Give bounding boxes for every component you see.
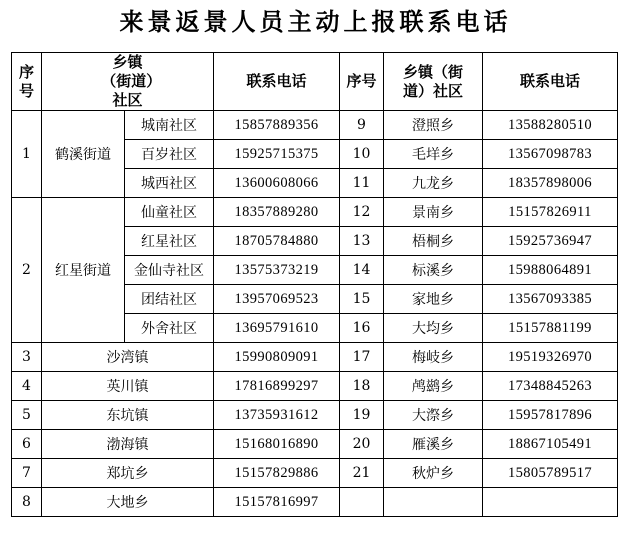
seq-cell: 18 xyxy=(340,372,384,401)
phone-cell: 15157829886 xyxy=(214,459,340,488)
phone-cell: 13695791610 xyxy=(214,314,340,343)
community-cell: 金仙寺社区 xyxy=(125,256,214,285)
town-cell: 家地乡 xyxy=(384,285,483,314)
table-row xyxy=(12,343,618,372)
seq-cell: 19 xyxy=(340,401,384,430)
phone-cell: 18357889280 xyxy=(214,198,340,227)
phone-cell: 13957069523 xyxy=(214,285,340,314)
header-town-2: 乡镇（街道）社区 xyxy=(384,53,483,111)
table-row xyxy=(12,111,618,140)
town-cell: 雁溪乡 xyxy=(384,430,483,459)
town-cell: 渤海镇 xyxy=(42,430,214,459)
seq-cell: 9 xyxy=(340,111,384,140)
group-seq-cell: 2 xyxy=(12,198,42,343)
community-cell: 城南社区 xyxy=(125,111,214,140)
seq-cell: 3 xyxy=(12,343,42,372)
empty-cell xyxy=(340,488,384,517)
community-cell: 外舍社区 xyxy=(125,314,214,343)
seq-cell: 17 xyxy=(340,343,384,372)
seq-cell: 13 xyxy=(340,227,384,256)
empty-cell xyxy=(384,488,483,517)
community-cell: 团结社区 xyxy=(125,285,214,314)
phone-cell: 15925715375 xyxy=(214,140,340,169)
phone-cell: 13567098783 xyxy=(483,140,618,169)
table-row xyxy=(12,198,618,227)
header-seq: 序号 xyxy=(12,53,42,111)
phone-cell: 13588280510 xyxy=(483,111,618,140)
town-cell: 英川镇 xyxy=(42,372,214,401)
phone-cell: 15157826911 xyxy=(483,198,618,227)
seq-cell: 21 xyxy=(340,459,384,488)
phone-cell: 17816899297 xyxy=(214,372,340,401)
table-row xyxy=(12,488,618,517)
town-cell: 梅岐乡 xyxy=(384,343,483,372)
community-cell: 红星社区 xyxy=(125,227,214,256)
town-cell: 大漈乡 xyxy=(384,401,483,430)
town-cell: 大地乡 xyxy=(42,488,214,517)
seq-cell: 20 xyxy=(340,430,384,459)
town-cell: 澄照乡 xyxy=(384,111,483,140)
group-seq-cell: 1 xyxy=(12,111,42,198)
header-phone-2: 联系电话 xyxy=(483,53,618,111)
phone-cell: 15805789517 xyxy=(483,459,618,488)
phone-cell: 15168016890 xyxy=(214,430,340,459)
table-row xyxy=(12,401,618,430)
community-cell: 城西社区 xyxy=(125,169,214,198)
town-cell: 梧桐乡 xyxy=(384,227,483,256)
town-cell: 景南乡 xyxy=(384,198,483,227)
phone-cell: 13575373219 xyxy=(214,256,340,285)
phone-cell: 15857889356 xyxy=(214,111,340,140)
phone-cell: 13600608066 xyxy=(214,169,340,198)
header-town: 乡镇（街道）社区 xyxy=(42,53,214,111)
table-row xyxy=(12,372,618,401)
seq-cell: 7 xyxy=(12,459,42,488)
phone-cell: 15990809091 xyxy=(214,343,340,372)
phone-cell: 17348845263 xyxy=(483,372,618,401)
town-cell: 标溪乡 xyxy=(384,256,483,285)
phone-cell: 15988064891 xyxy=(483,256,618,285)
community-cell: 百岁社区 xyxy=(125,140,214,169)
phone-cell: 18867105491 xyxy=(483,430,618,459)
header-seq-2: 序号 xyxy=(340,53,384,111)
group-name-cell: 鹤溪街道 xyxy=(42,111,125,198)
group-name-cell: 红星街道 xyxy=(42,198,125,343)
phone-cell: 15957817896 xyxy=(483,401,618,430)
seq-cell: 14 xyxy=(340,256,384,285)
town-cell: 沙湾镇 xyxy=(42,343,214,372)
seq-cell: 16 xyxy=(340,314,384,343)
seq-cell: 11 xyxy=(340,169,384,198)
phone-cell: 15925736947 xyxy=(483,227,618,256)
contact-table xyxy=(11,52,618,517)
table-row xyxy=(12,459,618,488)
table-row xyxy=(12,430,618,459)
town-cell: 郑坑乡 xyxy=(42,459,214,488)
page-title: 来景返景人员主动上报联系电话 xyxy=(119,8,512,36)
town-cell: 大均乡 xyxy=(384,314,483,343)
phone-cell: 15157881199 xyxy=(483,314,618,343)
phone-cell: 13567093385 xyxy=(483,285,618,314)
seq-cell: 10 xyxy=(340,140,384,169)
phone-cell: 15157816997 xyxy=(214,488,340,517)
phone-cell: 13735931612 xyxy=(214,401,340,430)
town-cell: 九龙乡 xyxy=(384,169,483,198)
seq-cell: 8 xyxy=(12,488,42,517)
seq-cell: 12 xyxy=(340,198,384,227)
header-phone: 联系电话 xyxy=(214,53,340,111)
header-row xyxy=(12,53,618,111)
seq-cell: 5 xyxy=(12,401,42,430)
town-cell: 秋炉乡 xyxy=(384,459,483,488)
seq-cell: 6 xyxy=(12,430,42,459)
community-cell: 仙童社区 xyxy=(125,198,214,227)
town-cell: 东坑镇 xyxy=(42,401,214,430)
town-cell: 毛垟乡 xyxy=(384,140,483,169)
phone-cell: 19519326970 xyxy=(483,343,618,372)
seq-cell: 15 xyxy=(340,285,384,314)
seq-cell: 4 xyxy=(12,372,42,401)
empty-cell xyxy=(483,488,618,517)
phone-cell: 18357898006 xyxy=(483,169,618,198)
phone-cell: 18705784880 xyxy=(214,227,340,256)
town-cell: 鸬鹚乡 xyxy=(384,372,483,401)
